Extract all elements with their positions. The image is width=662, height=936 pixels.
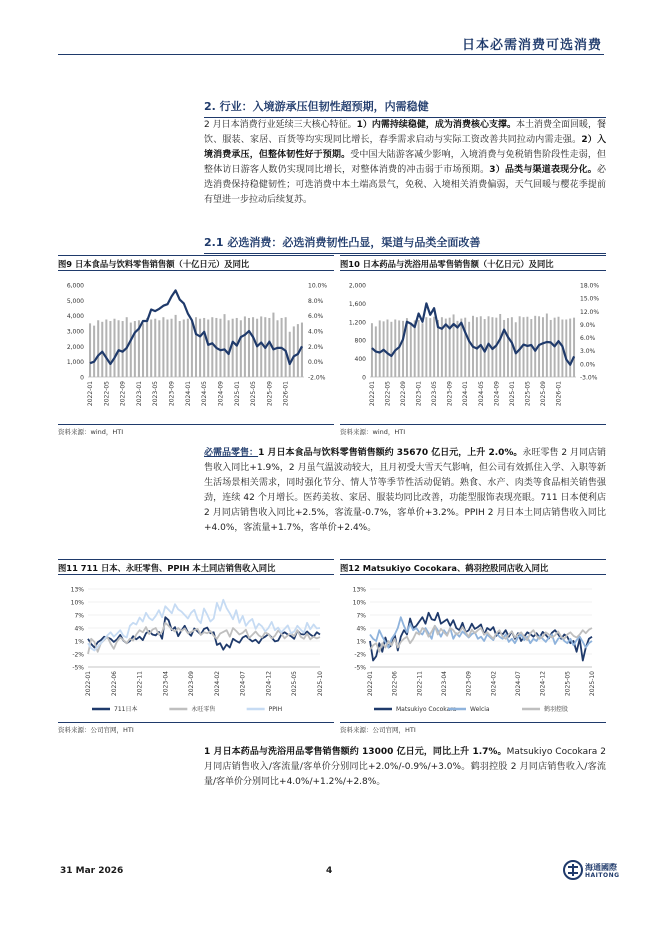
fig10-bar (569, 319, 571, 377)
fig10-bar (387, 320, 389, 378)
fig10-xtick: 2023-09 (446, 381, 454, 407)
fig12-legend-label: Matsukiyo Cocokara (396, 706, 457, 713)
haitong-logo (563, 860, 619, 884)
fig9-title: 图9 日本食品与饮料零售销售额（十亿日元）及同比 (58, 255, 334, 271)
fig12-xtick: 2025-10 (589, 671, 596, 697)
fig10-bar (429, 318, 431, 377)
fig12-xtick: 2022-06 (391, 671, 399, 697)
fig12-xtick: 2022-01 (367, 671, 374, 697)
fig9-xtick: 2023-01 (135, 381, 143, 407)
fig9-bar (162, 317, 164, 377)
fig9-bar (183, 320, 185, 378)
fig10-bar (499, 314, 501, 377)
fig10-bar (565, 320, 567, 378)
fig9-bar (260, 316, 262, 377)
header-rule (58, 54, 604, 55)
fig9-bar (101, 322, 103, 377)
fig10-bar (418, 320, 420, 377)
fig9-bar (236, 318, 238, 377)
point-3-detail: 必选消费保持稳健韧性；可选消费中本土端高景气，免税、入境相关消费偏弱，天气回暖与樱花季提前有望进一步拉动后续复苏。 (204, 165, 606, 205)
fig12-xtick: 2024-12 (539, 671, 547, 697)
fig9-bar (113, 319, 115, 377)
fig11-xtick: 2022-01 (85, 671, 92, 697)
fig11-xtick: 2024-12 (265, 671, 273, 697)
fig10-bar (445, 319, 447, 377)
section-2-paragraph (204, 118, 606, 208)
fig9-bar (207, 320, 209, 378)
fig10-chart (340, 273, 606, 423)
fig11-xtick: 2025-05 (291, 671, 299, 697)
fig9-bar (134, 321, 136, 377)
fig10-bar (456, 321, 458, 377)
fig10-xtick: 2025-05 (524, 381, 532, 407)
fig12-legend-label: Welcia (470, 706, 490, 713)
fig9-xtick: 2024-09 (217, 381, 225, 407)
fig9-ytick: 4,000 (66, 313, 84, 321)
fig10-svg (340, 273, 606, 423)
fig11-source: 资料来源：公司官网，HTI (58, 722, 334, 734)
fig9-bar (289, 332, 291, 377)
fig10-bar (507, 318, 509, 377)
fig9-bar (240, 320, 242, 377)
fig10-bar (542, 317, 544, 377)
point-3: 3）品类与渠道表现分化。 (489, 165, 597, 175)
fig9-source: 资料来源：wind，HTI (58, 424, 334, 436)
fig9-y2tick: 8.0% (308, 297, 324, 305)
fig12-xtick: 2023-09 (465, 671, 473, 697)
fig9-bar (211, 317, 213, 377)
fig9-bar (252, 317, 254, 377)
fig12-title: 图12 Matsukiyo Cocokara、鹤羽控股同店收入同比 (340, 559, 606, 575)
fig9-y2tick: 6.0% (308, 313, 324, 321)
fig10-ytick: 0 (362, 374, 366, 382)
fig9-bar (199, 319, 201, 377)
fig12-ytick: 13% (352, 586, 366, 594)
drug-retail-detail: Matsukiyo Cocokara 2 月同店销售收入/客流量/客单价分别同比+2.0%/-0.9%/+3.0%。鹤羽控股 2 月同店销售收入/客流量/客单价分别同比+4.0%/+1.2%/+2.8%。 (204, 747, 606, 787)
fig10-bar (394, 320, 396, 378)
fig9-xtick: 2024-01 (184, 381, 192, 407)
fig10-xtick: 2022-09 (400, 381, 408, 407)
fig9-xtick: 2022-05 (103, 381, 111, 407)
haitong-logo-icon (563, 860, 583, 880)
section-2-1-title: 2.1 必选消费：必选消费韧性凸显，渠道与品类全面改善 (204, 234, 606, 254)
fig11-xtick: 2024-07 (239, 671, 247, 697)
fig9-ytick: 1,000 (66, 359, 84, 367)
fig10-ytick: 2,000 (348, 282, 366, 290)
fig9-bar (109, 321, 111, 377)
fig9-bar (293, 326, 295, 377)
fig9-bar (232, 319, 234, 377)
fig9-xtick: 2023-05 (152, 381, 160, 407)
fig9-bar (166, 320, 168, 378)
fig9-bar (272, 313, 274, 377)
fig9-bar (105, 320, 107, 378)
fig12-ytick: 4% (356, 625, 366, 633)
fig10-bar (468, 322, 470, 377)
fig12-legend-label: 鹤羽控股 (544, 706, 569, 713)
para-intro: 2 月日本消费行业延续三大核心特征。 (204, 120, 357, 130)
fig11-ytick: 10% (70, 599, 84, 607)
fig10-y2tick: 12.0% (580, 308, 600, 316)
fig11-xtick: 2024-02 (213, 671, 221, 697)
fig11-xtick: 2023-04 (162, 671, 170, 697)
fig9-bar (97, 320, 99, 377)
fig9-xtick: 2026-01 (282, 381, 290, 407)
fig9-bar (122, 321, 124, 377)
fig9-bar (142, 323, 144, 377)
fig9-xtick: 2025-05 (250, 381, 258, 407)
point-2-detail: 受中国大陆游客减少影响，入境消费与免税销售阶段性走弱，但整体访日游客人数仍实现同比增长，对整体消费的冲击弱于市场预期。 (204, 150, 606, 175)
fig11-ytick: -5% (72, 664, 84, 672)
fig10-bar (441, 317, 443, 377)
fig9-bar (244, 316, 246, 377)
fig10-y2tick: 3.0% (580, 348, 596, 356)
fig9-bar (179, 321, 181, 377)
fig10-bar (379, 320, 381, 377)
fig9-xtick: 2024-05 (201, 381, 209, 407)
fig9-xtick: 2025-01 (233, 381, 241, 407)
footer-date: 31 Mar 2026 (60, 866, 124, 876)
fig11-svg (58, 577, 334, 719)
food-retail-lead: 必需品零售： (204, 448, 259, 458)
fig12-ytick: -2% (354, 651, 366, 659)
fig10-xtick: 2026-01 (555, 381, 563, 407)
fig9-xtick: 2022-09 (119, 381, 127, 407)
fig9-ytick: 5,000 (66, 297, 84, 305)
fig9-bar (285, 317, 287, 377)
fig9-y2tick: 0.0% (308, 359, 324, 367)
fig10-ytick: 1,200 (348, 319, 366, 327)
footer-page-number: 4 (326, 866, 333, 876)
fig10-xtick: 2024-01 (462, 381, 470, 407)
fig9-bar (203, 318, 205, 377)
fig10-bar (503, 320, 505, 377)
fig10-bar (534, 316, 536, 377)
fig10-bar (558, 317, 560, 377)
point-2: 2）入境消费承压，但整体韧性好于预期。 (204, 135, 606, 160)
fig9-svg (58, 273, 334, 423)
point-1-detail: 本土消费全面回暖，餐饮、服装、家居、百货等均实现同比增长，春季需求启动与实际工资改善共同拉动内需走强。 (204, 120, 606, 145)
fig12-xtick: 2022-11 (416, 671, 424, 697)
fig11-ytick: 7% (74, 612, 84, 620)
fig11-ytick: 4% (74, 625, 84, 633)
fig9-ytick: 2,000 (66, 343, 84, 351)
fig10-bar (464, 318, 466, 377)
fig10-bar (425, 317, 427, 377)
fig9-bar (224, 314, 226, 377)
drug-retail-paragraph (204, 745, 606, 790)
fig12-svg (340, 577, 606, 719)
fig9-y2tick: -2.0% (308, 374, 326, 382)
fig11-series-line (88, 600, 320, 651)
food-retail-headline: 1 月日本食品与饮料零售销售额约 35670 亿日元，上升 2.0%。 (258, 448, 523, 458)
fig11-title: 图11 711 日本、永旺零售、PPIH 本土同店销售收入同比 (58, 559, 334, 575)
fig11-legend-label: 711日本 (114, 706, 138, 713)
fig10-bar (410, 323, 412, 377)
fig10-xtick: 2023-01 (415, 381, 423, 407)
fig9-bar (195, 317, 197, 377)
food-retail-detail: 永旺零售 2 月同店销售收入同比+1.9%，2 月虽气温波动较大，且月初受大雪天气影响，但公司有效抓住入学、入职等新生活场景相关需求，同时强化节分、情人节等季节性活动促销。熟食、水产、肉类等食品相关销售强劲，连续 42 个月增长。医药美妆、家居、服装均同比改善，功能型服饰表现亮眼。711 日本便利店 2 月同店销售收入同比+2.5%，客流量-0.7%，客单价+3.2%。PPIH 2 月日本土同店销售收入同比+4.0%，客流量+1.7%，客单价+2.4%。 (204, 448, 606, 533)
fig10-xtick: 2024-09 (493, 381, 501, 407)
fig10-ytick: 1,600 (348, 300, 366, 308)
fig11-xtick: 2025-10 (317, 671, 324, 697)
fig10-bar (414, 320, 416, 377)
fig10-bar (402, 321, 404, 377)
fig10-ytick: 800 (354, 337, 366, 345)
fig12-ytick: 10% (352, 599, 366, 607)
fig9-bar (93, 326, 95, 377)
fig9-bar (219, 319, 221, 377)
header-title: 日本必需消费可选消费 (461, 38, 602, 53)
fig9-bar (158, 320, 160, 377)
logo-text-en: HAITONG (585, 872, 620, 879)
fig9-bar (248, 318, 250, 377)
fig10-bar (422, 323, 424, 377)
drug-retail-headline: 1 月日本药品与洗浴用品零售销售额约 13000 亿日元，同比上升 1.7%。 (204, 747, 507, 757)
fig10-bar (550, 320, 552, 377)
fig10-xtick: 2022-05 (384, 381, 392, 407)
fig9-bar (150, 320, 152, 378)
fig10-bar (546, 314, 548, 377)
fig12-ytick: 7% (356, 612, 366, 620)
point-1: 1）内需持续稳健，成为消费核心支撑。 (356, 120, 516, 130)
section-2-title: 2. 行业：入境游承压但韧性超预期，内需稳健 (204, 98, 606, 118)
fig11-xtick: 2023-09 (188, 671, 196, 697)
fig10-bar (530, 319, 532, 377)
fig10-y2tick: -3.0% (580, 374, 598, 382)
fig9-xtick: 2022-01 (87, 381, 95, 407)
fig12-source: 资料来源：公司官网，HTI (340, 722, 606, 734)
fig9-bar (256, 319, 258, 377)
fig12-ytick: 1% (356, 638, 366, 646)
fig12-ytick: -5% (354, 664, 366, 672)
fig11-xtick: 2022-11 (136, 671, 144, 697)
fig10-bar (573, 318, 575, 377)
fig12-chart (340, 577, 606, 719)
fig9-bar (118, 320, 120, 377)
fig10-xtick: 2025-09 (539, 381, 547, 407)
fig10-bar (433, 317, 435, 377)
fig12-xtick: 2024-07 (515, 671, 522, 697)
fig9-y2tick: 4.0% (308, 328, 324, 336)
fig12-xtick: 2023-04 (441, 671, 448, 697)
fig11-legend-label: 永旺零售 (191, 706, 216, 713)
fig11-xtick: 2022-06 (110, 671, 118, 697)
fig9-bar (130, 323, 132, 377)
logo-text-cn: 海通國際 (585, 863, 617, 872)
fig10-ytick: 400 (354, 356, 366, 364)
fig10-xtick: 2023-05 (431, 381, 439, 407)
fig11-ytick: -2% (72, 651, 84, 659)
fig9-bar (187, 319, 189, 377)
fig9-chart (58, 273, 334, 423)
fig9-xtick: 2023-09 (168, 381, 176, 407)
food-retail-paragraph (204, 446, 606, 536)
fig11-ytick: 13% (70, 586, 84, 594)
fig12-xtick: 2024-02 (490, 671, 498, 697)
fig9-ytick: 3,000 (66, 328, 84, 336)
fig10-title: 图10 日本药品与洗浴用品零售销售额（十亿日元）及同比 (340, 255, 606, 271)
fig10-y2tick: 15.0% (580, 295, 600, 303)
fig9-y2tick: 2.0% (308, 343, 324, 351)
fig10-y2tick: 6.0% (580, 335, 596, 343)
fig10-y2tick: 18.0% (580, 282, 600, 290)
fig9-bar (171, 319, 173, 377)
fig9-y2tick: 10.0% (308, 282, 328, 290)
fig11-legend-label: PPIH (268, 706, 283, 713)
fig9-bar (146, 318, 148, 377)
fig9-xtick: 2025-09 (266, 381, 274, 407)
fig10-y2tick: 9.0% (580, 321, 596, 329)
fig10-xtick: 2022-01 (368, 381, 376, 407)
fig10-xtick: 2024-05 (477, 381, 485, 407)
fig12-xtick: 2025-05 (564, 671, 572, 697)
fig9-bar (154, 319, 156, 377)
fig10-source: 资料来源：wind，HTI (340, 424, 606, 436)
fig9-bar (89, 323, 91, 377)
fig11-ytick: 1% (74, 638, 84, 646)
fig11-chart (58, 577, 334, 719)
fig9-ytick: 6,000 (66, 282, 84, 290)
fig9-bar (268, 318, 270, 377)
fig9-ytick: 0 (80, 374, 84, 382)
fig10-y2tick: 0.0% (580, 361, 596, 369)
fig10-bar (390, 322, 392, 377)
fig10-bar (519, 316, 521, 377)
fig9-bar (191, 321, 193, 377)
fig10-xtick: 2025-01 (508, 381, 516, 407)
fig9-bar (175, 315, 177, 377)
